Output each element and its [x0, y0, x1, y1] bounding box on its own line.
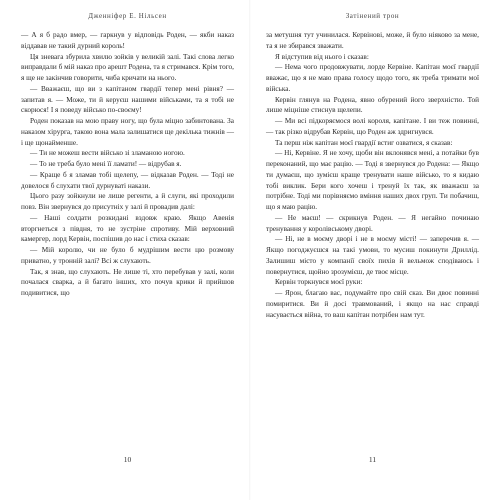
paragraph: за метушня тут учинилася. Кервінові, може, й було ніяково за мене, та я не збирався зважати.: [266, 31, 479, 50]
book-gutter: [249, 0, 251, 500]
paragraph: — Нема чого продовжувати, лорде Кервіне. Капітан моєї гвардії вважає, що я не маю права голосу щодо того, як треба тримати мої війська.: [266, 63, 479, 93]
paragraph: — Ти не можеш вести військо зі зламаною ногою.: [30, 149, 185, 158]
paragraph: Так, я знав, що слухають. Не лише ті, хто перебував у залі, коли почалася сварка, а й багато інших, хто почув крики й прийшов подивитися, що: [21, 267, 234, 297]
paragraph: Роден показав на мою праву ногу, що була міцно забинтована. За наказом хірурга, такою вона мала залишатися ще декілька тижнів — і ще щонайменше.: [21, 117, 234, 147]
left-running-head: Дженніфер Е. Нільсен: [88, 12, 167, 20]
left-page: [21, 12, 234, 299]
paragraph: — То не треба було мені її ламати! — відрубав я.: [30, 160, 182, 168]
paragraph: Ця зневага збурила хвилю зойків у великій залі. Такі слова легко виправдали б мій наказ про арешт Родена, та я стримався. Крім того, я ще не закінчив говорити, чиба кричати на нього.: [21, 52, 234, 82]
paragraph: — Наші солдати розкидані вздовж краю. Якщо Авенія вторгнеться з півдня, то не зустріне спротиву. Мій верховний камергер, лорд Кервін, поспішив до нас і стиха сказав:: [21, 213, 234, 244]
paragraph: Цього разу зойкнули не лише регенти, а й слуги, які проходили повз. Він звернувся до присутніх у залі й провадив далі:: [21, 192, 234, 211]
right-page: [266, 12, 479, 320]
paragraph: — Ярон, благаю вас, подумайте про свій сказ. Ви двоє повинні помиритися. Ви й досі травмований, і якщо на нас справді насувається війна, то ваш капітан потрібен нам тут.: [266, 289, 479, 319]
paragraph: — А я б радо вмер, — гаркнув у відповідь Роден, — якби наказ віддавав не такий дурний король!: [21, 31, 234, 50]
paragraph: Кервін торкнувся моєї руки:: [275, 278, 363, 287]
paragraph: Кервін глянув на Родена, явно обурений його зверхністю. Той лише міцніше стиснув щелепи.: [266, 95, 479, 115]
left-page-text: [21, 30, 234, 299]
paragraph: — Вважаєш, що ви з капітаном гвардії тепер мені рівня? — запитав я. — Може, ти й керуєш нашими військами, та я тобі не скорюся! І я поведу військо по-своєму!: [21, 84, 234, 115]
paragraph: — Ми всі підкоряємося волі короля, капітане. І ви теж повинні, — так різко відрубав Кервін, що Роден аж здригнувся.: [266, 117, 479, 136]
paragraph: Та перш ніж капітан моєї гвардії встиг озватися, я сказав:: [275, 138, 453, 147]
left-page-number: 10: [123, 455, 132, 464]
right-running-head: Затінений трон: [345, 12, 400, 20]
paragraph: Я відступив від нього і сказав:: [275, 52, 369, 61]
paragraph: — Мій королю, чи не було б мудрішим вести цю розмову приватно, у тронній залі? Всі ж слухають.: [21, 246, 234, 265]
paragraph: — Ні, не в моєму дворі і не в моєму місті! — заперечив я. — Якщо погоджуєшся на такі умови, то мусиш покинути Дриллід. Залишиш місто у компанії своїх пихів й вельмож сподіваюсь і повернутися, щойно зрозумієш, де твоє місце.: [266, 235, 479, 276]
paragraph: — Не маєш! — скрикнув Роден. — Я негайно починаю тренування у королівському дворі.: [266, 213, 479, 233]
paragraph: — Краще б я зламав тобі щелепу, — відказав Роден. — Тоді не довелося б слухати твої дурнуваті накази.: [21, 170, 234, 190]
right-page-number: 11: [368, 455, 377, 464]
right-page-text: [266, 30, 479, 320]
paragraph: — Ні, Кервіне. Я не хочу, щоби він вклонявся мені, а потайки був переконаний, що має рацію. — Тоді я звернувся до Родена: — Якщо ти думаєш, що зумієш краще тренувати наше військо, то я кидаю тобі виклик. Бери кого хочеш і тренуй їх так, як вважаєш за потрібне. Тоді ми порівняємо вміння наших двох груп. Ти побачиш, що я маю рацію.: [266, 149, 479, 211]
